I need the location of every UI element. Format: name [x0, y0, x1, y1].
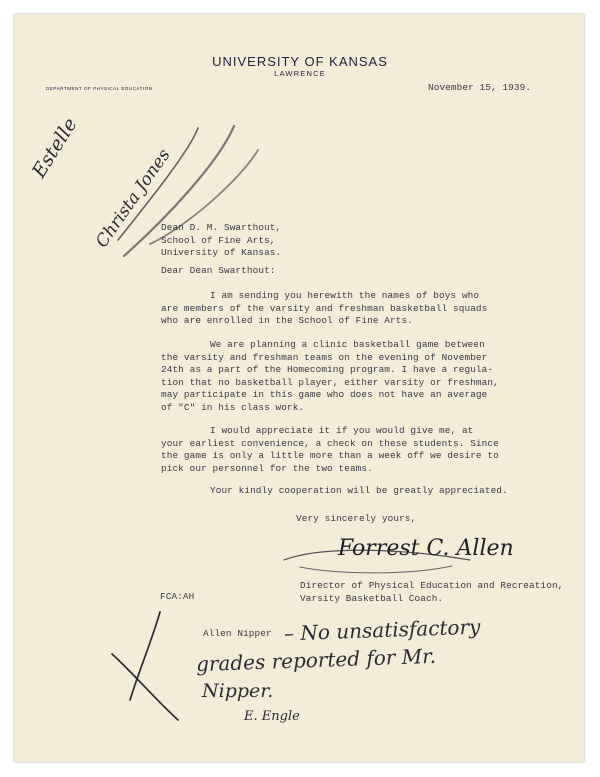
margin-note-2: Christa Jones [92, 145, 175, 252]
body-line: tion that no basketball player, either varsity or freshman, [161, 376, 499, 388]
closing: Very sincerely yours, [296, 513, 417, 524]
letterhead-university: UNIVERSITY OF KANSAS [212, 54, 388, 69]
body-line: I would appreciate it if you would give me, at [210, 425, 474, 436]
body-line: I am sending you herewith the names of boys who [210, 290, 480, 301]
pencil-slash-3 [150, 150, 258, 244]
signature-underline [300, 566, 452, 573]
body-line: 24th as a part of the Homecoming program. I have a regula- [161, 364, 494, 376]
signature: Forrest C. Allen [338, 536, 514, 561]
body-line: the varsity and freshman teams on the evening of November [161, 351, 488, 363]
check-mark [112, 612, 178, 720]
recipient-line: School of Fine Arts, [161, 234, 276, 246]
letterhead-city: LAWRENCE [274, 69, 326, 78]
letter-date: November 15, 1939. [428, 82, 532, 93]
signer-title-line: Varsity Basketball Coach. [300, 592, 444, 604]
reply-signature: E. Engle [244, 709, 300, 724]
body-line: your earliest convenience, a check on these students. Since [161, 437, 499, 449]
student-name: Allen Nipper [203, 628, 272, 639]
recipient-line: Dean D. M. Swarthout, [161, 222, 282, 233]
margin-note-1: Estelle [28, 114, 82, 182]
body-line: of "C" in his class work. [161, 401, 305, 413]
body-line: the game is only a little more than a week off we desire to [161, 450, 499, 462]
handwritten-reply-line-1: – No unsatisfactory [283, 614, 481, 646]
body-line: are members of the varsity and freshman basketball squads [161, 302, 488, 314]
handwritten-reply-line-3: Nipper. [202, 680, 274, 702]
signer-title-line: Director of Physical Education and Recreation, [300, 580, 564, 591]
handwritten-reply-line-2: grades reported for Mr. [195, 643, 437, 677]
body-line: We are planning a clinic basketball game between [210, 339, 485, 350]
letterhead-department: DEPARTMENT OF PHYSICAL EDUCATION [46, 86, 153, 91]
recipient-line: University of Kansas. [161, 247, 282, 259]
signature-flourish [284, 550, 470, 560]
body-line: may participate in this game who does not have an average [161, 389, 488, 401]
pencil-slash-2 [124, 126, 234, 256]
typist-initials: FCA:AH [160, 591, 195, 602]
body-line: who are enrolled in the School of Fine Arts. [161, 315, 413, 327]
body-line: pick our personnel for the two teams. [161, 462, 373, 474]
body-paragraph-4: Your kindly cooperation will be greatly appreciated. [210, 485, 508, 496]
salutation: Dear Dean Swarthout: [161, 265, 276, 276]
